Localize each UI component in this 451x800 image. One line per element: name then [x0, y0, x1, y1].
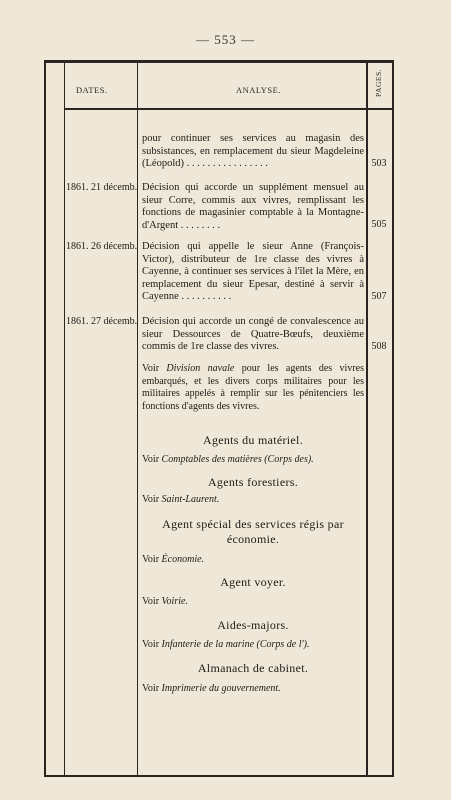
entry-text: Décision qui accorde un congé de convalescence au sieur Dessources de Quatre-Bœufs, deuxième commis de 1re classe des vivres.	[142, 316, 364, 352]
column-rule-dates	[137, 63, 138, 775]
section-title: Agent spécial des services régis par économie.	[162, 517, 344, 546]
header-rule	[64, 108, 392, 110]
see-also: Voir Économie.	[142, 554, 205, 565]
table-frame	[44, 60, 394, 777]
entry-page: 508	[371, 341, 387, 352]
header-dates: DATES.	[76, 85, 108, 95]
section-title: Almanach de cabinet.	[197, 661, 309, 675]
see-also: Voir Imprimerie du gouvernement.	[142, 683, 281, 694]
column-rule-margin	[64, 63, 65, 775]
entry-text: Décision qui appelle le sieur Anne (François-Victor), distributeur de 1re classe des vivres à Cayenne, à continuer ses services à l'îlet la Mère, en remplacement du sieur Epesar, destiné à servir à Cayenne . . . . . . . . . .	[142, 241, 364, 302]
see-also: Voir Comptables des matières (Corps des).	[142, 454, 314, 465]
entry-page: 503	[371, 158, 387, 169]
header-analyse: ANALYSE.	[236, 85, 281, 95]
section-title: Agents forestiers.	[207, 475, 299, 489]
entry-text: Décision qui accorde un supplément mensuel au sieur Corre, commis aux vivres, remplissant les fonctions de magasinier comptable à la Montagne-d'Argent . . . . . . . .	[142, 182, 364, 231]
header-pages: PAGES.	[374, 69, 383, 97]
entry-date: 1861. 26 décemb.	[66, 241, 138, 252]
see-also: Voir Infanterie de la marine (Corps de l').	[142, 639, 310, 650]
see-also: Voir Voirie.	[142, 596, 188, 607]
entry-text: pour continuer ses services au magasin des subsistances, en remplacement du sieur Magdeleine (Léopold) . . . . . . . . . . . . . . . .	[142, 133, 364, 169]
section-title: Agents du matériel.	[202, 433, 303, 447]
section-title: Agent voyer.	[220, 575, 286, 589]
entry-date: 1861. 27 décemb.	[66, 316, 138, 327]
see-also: Voir Saint-Laurent.	[142, 494, 220, 505]
see-also-vivres: Voir Division navale pour les agents des vivres embarqués, et les divers corps militaires pour les militaires appelés à remplir sur les pénitenciers les fonctions d'agents des vivres.	[142, 363, 364, 412]
section-title: Aides-majors.	[217, 618, 289, 632]
entry-page: 507	[371, 291, 387, 302]
entry-page: 505	[371, 219, 387, 230]
entry-date: 1861. 21 décemb.	[66, 182, 138, 193]
column-rule-pages	[366, 63, 368, 775]
page-number: — 553 —	[196, 32, 255, 47]
